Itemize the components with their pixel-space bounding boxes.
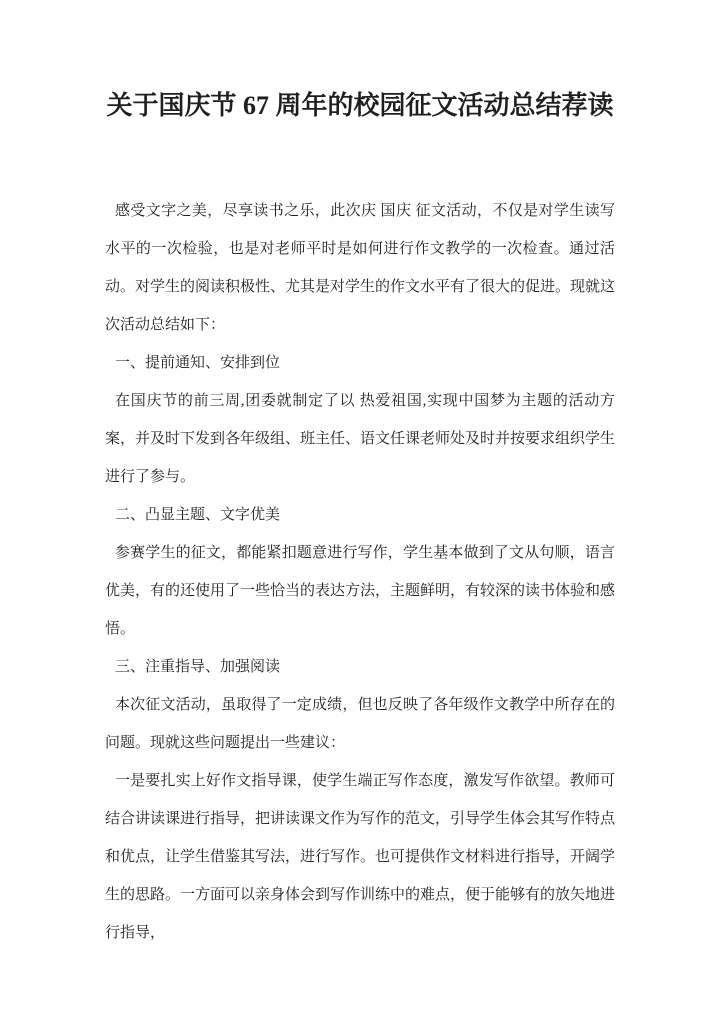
body-paragraph: 一是要扎实上好作文指导课，使学生端正写作态度，激发写作欲望。教师可结合讲读课进行指导，把讲读课文作为写作的范文，引导学生体会其写作特点和优点，让学生借鉴其写法，进行写作。也可提供作文材料进行指导，开阔学生的思路。一方面可以亲身体会到写作训练中的难点，便于能够有的放矢地进行指导， — [105, 773, 616, 941]
body-paragraph: 参赛学生的征文，都能紧扣题意进行写作，学生基本做到了文从句顺，语言优美，有的还使用了一些恰当的表达方法，主题鲜明，有较深的读书体验和感悟。 — [105, 545, 616, 637]
section-heading: 二、凸显主题、文字优美 — [115, 507, 281, 523]
section-heading: 三、注重指导、加强阅读 — [115, 659, 281, 675]
body-paragraph: 本次征文活动，虽取得了一定成绩，但也反映了各年级作文教学中所存在的问题。现就这些问题提出一些建议： — [105, 697, 615, 751]
document-title: 关于国庆节 67 周年的校园征文活动总结荐读 — [106, 91, 614, 120]
body-paragraph: 在国庆节的前三周,团委就制定了以 热爱祖国,实现中国梦为主题的活动方案，并及时下发到各年级组、班主任、语文任课老师处及时并按要求组织学生进行了参与。 — [105, 393, 616, 485]
section-heading: 一、提前通知、安排到位 — [115, 355, 281, 371]
body-paragraph: 感受文字之美，尽享读书之乐，此次庆 国庆 征文活动，不仅是对学生读写水平的一次检验，也是对老师平时是如何进行作文教学的一次检查。通过活动。对学生的阅读积极性、尤其是对学生的作文水平有了很大的促进。现就这次活动总结如下： — [105, 203, 616, 333]
